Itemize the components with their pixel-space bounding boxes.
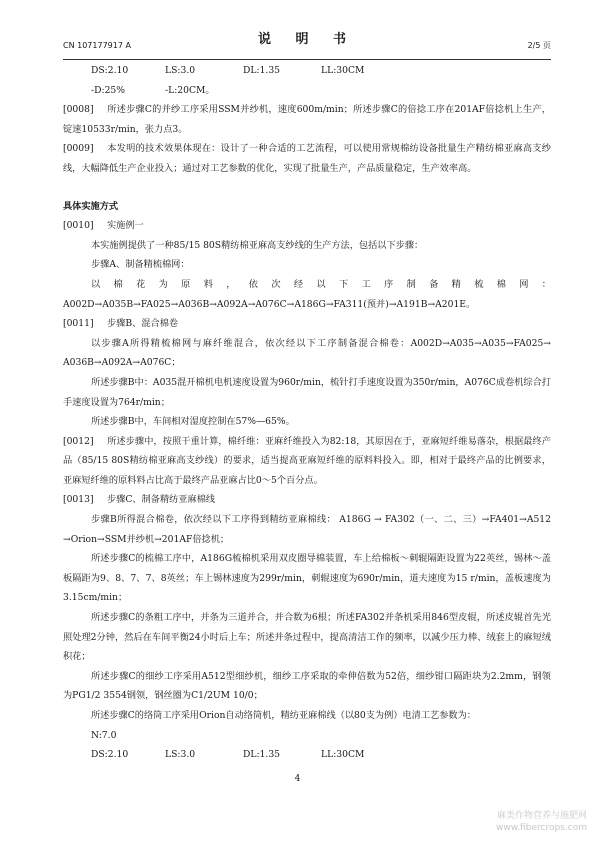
param-row-3 (63, 745, 551, 765)
step-a-text: 以棉花为原料，依次经以下工序制备精梳棉网：A002D→A035B→FA025→A036B→A092A→A076C→A186G→FA311(预并)→A191B→A201E。 (63, 278, 551, 310)
step-c-text-1: 步骤B所得混合棉卷，依次经以下工序得到精纺亚麻棉线： A186G → FA302（一、二、三）→FA401→A512 →Orion→SSM并纱机→201AF倍捻机； (63, 514, 551, 545)
paragraph-tag: [0009] (63, 143, 94, 155)
header-divider (63, 59, 551, 60)
page-indicator: 2/5 页 (527, 41, 551, 50)
paragraph-tag: [0013] (63, 494, 94, 506)
paragraph-tag: [0012] (63, 435, 94, 447)
param-ls: LS:3.0 (165, 65, 196, 76)
example-intro: 本实施例提供了一种85/15 80S精纺棉亚麻高支纱线的生产方法，包括以下步骤： (91, 239, 424, 251)
step-b-text-2: 所述步骤B中：A035混开棉机电机速度设置为960r/min，梳针打手速度设置为350r/min，A076C成卷机综合打手速度设置为764r/min； (63, 376, 551, 408)
paragraph-tag: [0010] (63, 220, 94, 232)
paragraph-0010 (63, 216, 551, 236)
paragraph-text: 所述步骤中，按照干重计算，棉纤维：亚麻纤维投入为82:18，其原因在于，亚麻短纤维易落杂，根据最终产品（85/15 80S精纺棉亚麻高支纱线）的要求，适当提高亚麻短纤维的原料料投入。即，相对于最终产品的比例要求，亚麻短纤维的原料料占比高于最终产品亚麻占比0～5个百分点。 (63, 435, 551, 486)
param-dl: DL:1.35 (243, 65, 281, 76)
paragraph-text: 所述步骤C的并纱工序采用SSM并纱机，速度600m/min；所述步骤C的倍捻工序在201AF倍捻机上生产，锭速10533r/min，张力点3。 (63, 104, 551, 135)
site-watermark (496, 810, 587, 834)
step-c-text-2: 所述步骤C的梳棉工序中，A186G梳棉机采用双皮圈导棉装置，车上给棉板～刺辊隔距设置为22英丝，锡林～盖板隔距为9、8、7、7、8英丝；车上锡林速度为299r/min，刺辊速度为690r/min，道夫速度为15 r/min，盖板速度为3.15cm/min； (63, 553, 551, 604)
step-b-text-3: 所述步骤B中，车间相对湿度控制在57%—65%。 (91, 416, 295, 428)
step-a-title: 步骤A、制备精梳棉网： (91, 259, 190, 271)
paragraph-0008 (63, 100, 551, 139)
param-dl: DL:1.35 (243, 749, 281, 761)
section-heading: 具体实施方式 (63, 200, 119, 212)
paragraph-text: 本发明的技术效果体现在：设计了一种合适的工艺流程，可以使用常规棉纺设备批量生产精纺棉亚麻高支纱线，大幅降低生产企业投入；通过对工艺参数的优化，实现了批量生产，产品质量稳定，生产效率高。 (63, 143, 551, 174)
paragraph-0011 (63, 314, 551, 334)
example-title: 实施例一 (107, 220, 144, 232)
paragraph-0013 (63, 490, 551, 510)
patent-number: CN 107177917 A (63, 41, 131, 50)
paragraph-0012 (63, 432, 551, 491)
param-row-2 (63, 81, 551, 101)
step-c-text-4: 所述步骤C的细纱工序采用A512型细纱机，细纱工序采取的牵伸倍数为52倍，细纱钳口隔距块为2.2mm，钢领为PG1/2 3554钢领，钢丝圈为C1/2UM 10/0； (63, 670, 551, 702)
param-l: -L:20CM。 (165, 84, 215, 96)
step-c-text-3: 所述步骤C的条粗工序中，并条为三道并合，并合数为6根；所述FA302并条机采用846型皮辊，所述皮辊首先光照处理2分钟，然后在车间平衡24小时后上车；所述并条过程中，提高清洁工作的频率，以减少压力棒、绒套上的麻短绒积花； (63, 612, 551, 663)
watermark-title: 麻类作物营养与施肥网 (496, 811, 587, 821)
step-c-text-5: 所述步骤C的络筒工序采用Orion自动络筒机，精纺亚麻棉线（以80支为例）电清工艺参数为： (91, 710, 476, 721)
param-ll: LL:30CM (321, 749, 365, 761)
param-ls: LS:3.0 (165, 749, 196, 761)
paragraph-tag: [0011] (63, 318, 94, 330)
document-title: 说 明 书 (257, 32, 357, 47)
param-d: -D:25% (91, 84, 125, 96)
step-b-title: 步骤B、混合棉卷 (107, 318, 179, 330)
param-ds: DS:2.10 (91, 65, 129, 76)
step-c-title: 步骤C、制备精纺亚麻棉线 (107, 494, 216, 506)
param-ll: LL:30CM (321, 65, 365, 76)
page-number: 4 (294, 774, 301, 784)
page-header (63, 26, 551, 60)
param-ds: DS:2.10 (91, 749, 129, 761)
paragraph-0009 (63, 139, 551, 178)
paragraph-tag: [0008] (63, 104, 94, 116)
step-b-text-1: 以步骤A所得精梳棉网与麻纤维混合，依次经以下工序制备混合棉卷：A002D→A035→A035→FA025→ A036B→A092A→A076C； (63, 337, 551, 369)
param-n: N:7.0 (91, 729, 117, 741)
watermark-url: www.fibercrops.com (496, 823, 587, 833)
document-body (63, 61, 551, 765)
param-row-1 (63, 61, 551, 81)
param-row-n (63, 726, 551, 746)
